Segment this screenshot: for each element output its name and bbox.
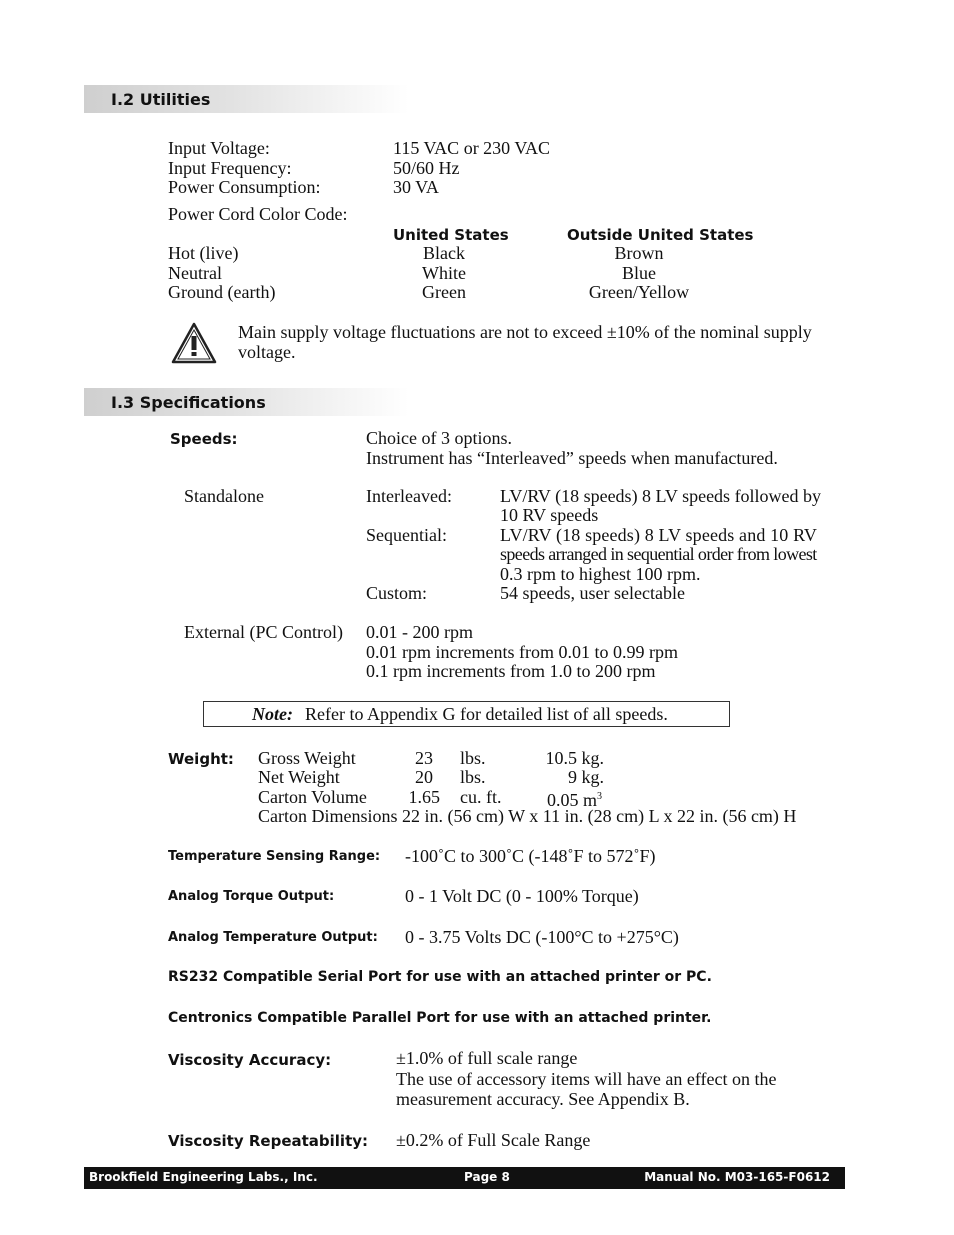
interleaved-line2: 10 RV speeds — [500, 505, 599, 525]
weight-label: Weight: — [168, 750, 234, 768]
sequential-line1: LV/RV (18 speeds) 8 LV speeds and 10 RV — [500, 525, 817, 545]
footer-manual-number: Manual No. M03-165-F0612 — [644, 1170, 830, 1184]
external-line3: 0.1 rpm increments from 1.0 to 200 rpm — [366, 661, 656, 681]
weight-row-num: 20 — [415, 767, 433, 787]
footer-company: Brookfield Engineering Labs., Inc. — [89, 1170, 318, 1184]
label-input-voltage: Input Voltage: — [168, 138, 270, 158]
cord-row-us: White — [422, 263, 466, 283]
viscosity-accuracy-line1: ±1.0% of full scale range — [396, 1048, 578, 1068]
torque-output-value: 0 - 1 Volt DC (0 - 100% Torque) — [405, 886, 639, 906]
interleaved-line1: LV/RV (18 speeds) 8 LV speeds followed by — [500, 486, 822, 506]
cord-row-outside: Green/Yellow — [588, 282, 690, 302]
viscosity-accuracy-line2: The use of accessory items will have an effect on the — [396, 1069, 777, 1089]
cord-row-label: Hot (live) — [168, 243, 239, 263]
carton-volume-metric: 0.05 m — [547, 790, 598, 810]
temperature-range-value: -100˚C to 300˚C (-148˚F to 572˚F) — [405, 846, 656, 866]
cord-row-label: Ground (earth) — [168, 282, 276, 302]
column-header-outside-us: Outside United States — [567, 226, 754, 244]
viscosity-repeatability-value: ±0.2% of Full Scale Range — [396, 1130, 591, 1150]
speeds-line2: Instrument has “Interleaved” speeds when manufactured. — [366, 448, 778, 468]
centronics-port-note: Centronics Compatible Parallel Port for use with an attached printer. — [168, 1010, 712, 1026]
viscosity-accuracy-line3: measurement accuracy. See Appendix B. — [396, 1089, 690, 1109]
weight-row-name: Gross Weight — [258, 748, 356, 768]
custom-label: Custom: — [366, 583, 428, 603]
page-footer — [84, 1167, 845, 1189]
cubic-superscript: 3 — [597, 791, 603, 802]
torque-output-label: Analog Torque Output: — [168, 889, 335, 904]
section-heading-specifications — [84, 388, 409, 416]
viscosity-accuracy-label: Viscosity Accuracy: — [168, 1051, 332, 1069]
speeds-line1: Choice of 3 options. — [366, 428, 512, 448]
cord-row-outside: Brown — [614, 243, 664, 263]
value-power-consumption: 30 VA — [393, 177, 439, 197]
sequential-line3: 0.3 rpm to highest 100 rpm. — [500, 564, 701, 584]
analog-temperature-value: 0 - 3.75 Volts DC (-100°C to +275°C) — [405, 927, 679, 947]
note-label: Note: — [252, 704, 293, 724]
weight-row-unit: lbs. — [460, 748, 486, 768]
column-header-us: United States — [393, 226, 509, 244]
cord-row-label: Neutral — [168, 263, 222, 283]
viscosity-repeatability-label: Viscosity Repeatability: — [168, 1132, 369, 1150]
weight-row-name: Carton Volume — [258, 787, 367, 807]
section-title: I.3 Specifications — [111, 393, 266, 412]
cord-row-outside: Blue — [622, 263, 656, 283]
standalone-label: Standalone — [184, 486, 264, 506]
external-line2: 0.01 rpm increments from 0.01 to 0.99 rpm — [366, 642, 678, 662]
label-power-consumption: Power Consumption: — [168, 177, 321, 197]
external-label: External (PC Control) — [184, 622, 343, 642]
label-input-frequency: Input Frequency: — [168, 158, 292, 178]
warning-triangle-icon — [170, 321, 218, 365]
weight-row-name: Net Weight — [258, 767, 340, 787]
label-power-cord: Power Cord Color Code: — [168, 204, 348, 224]
note-box — [203, 701, 730, 727]
temperature-range-label: Temperature Sensing Range: — [168, 849, 381, 864]
external-line1: 0.01 - 200 rpm — [366, 622, 473, 642]
weight-row-metric: 9 kg. — [568, 767, 604, 787]
weight-row-unit: cu. ft. — [460, 787, 502, 807]
weight-row-num: 1.65 — [408, 787, 440, 807]
cord-row-us: Green — [422, 282, 466, 302]
carton-dimensions: Carton Dimensions 22 in. (56 cm) W x 11 in. (28 cm) L x 22 in. (56 cm) H — [258, 806, 797, 826]
section-heading-utilities — [84, 85, 409, 113]
value-input-voltage: 115 VAC or 230 VAC — [393, 138, 551, 158]
note-text: Refer to Appendix G for detailed list of all speeds. — [305, 704, 668, 724]
weight-row-num: 23 — [415, 748, 433, 768]
custom-value: 54 speeds, user selectable — [500, 583, 685, 603]
warning-text-line2: voltage. — [238, 342, 296, 362]
cord-row-us: Black — [423, 243, 465, 263]
weight-row-unit: lbs. — [460, 767, 486, 787]
footer-page-number: Page 8 — [464, 1170, 510, 1184]
sequential-label: Sequential: — [366, 525, 447, 545]
interleaved-label: Interleaved: — [366, 486, 452, 506]
rs232-port-note: RS232 Compatible Serial Port for use with an attached printer or PC. — [168, 969, 712, 985]
section-title: I.2 Utilities — [111, 90, 211, 109]
value-input-frequency: 50/60 Hz — [393, 158, 460, 178]
weight-row-metric: 10.5 kg. — [545, 748, 604, 768]
sequential-line2: speeds arranged in sequential order from lowest — [500, 544, 817, 564]
warning-text-line1: Main supply voltage fluctuations are not to exceed ±10% of the nominal supply — [238, 322, 812, 342]
analog-temperature-label: Analog Temperature Output: — [168, 930, 378, 945]
speeds-label: Speeds: — [170, 430, 238, 448]
